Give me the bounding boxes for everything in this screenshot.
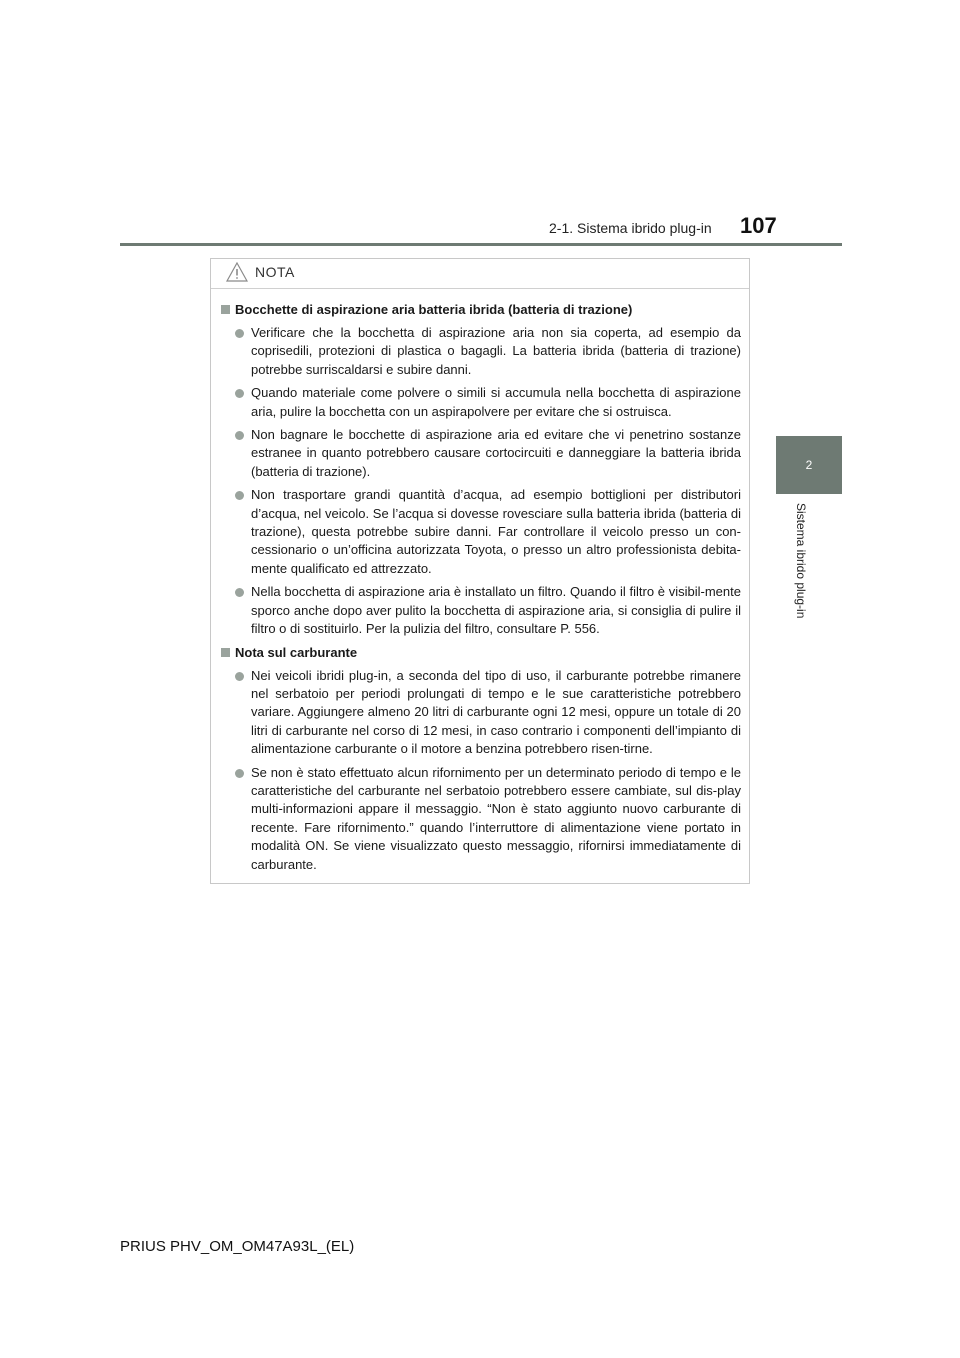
list-item: [219, 764, 741, 874]
document-code: PRIUS PHV_OM_OM47A93L_(EL): [120, 1238, 355, 1255]
list-item-text: Se non è stato effettuato alcun rifornimento per un determinato periodo di tempo e le caratteristiche del carburante nel serbatoio potrebbero essere cambiate, sul dis-play multi-informazioni appare il messaggio. “Non è stato aggiunto nuovo carburante di recente. Fare rifornimento.” quando l’interruttore di alimentazione viene portato in modalità ON. Se viene visualizzato questo messaggio, rifornirsi immediatamente di carburante.: [251, 764, 741, 872]
caution-note-box: [210, 258, 750, 884]
square-bullet-icon: [221, 648, 230, 657]
section-heading: [219, 644, 741, 661]
list-item-text: Nei veicoli ibridi plug-in, a seconda del tipo di uso, il carburante potrebbe rimanere nel serbatoio per periodi prolungati di tempo e le sue caratteristiche potrebbero variare. Aggiungere almeno 20 litri di carburante ogni 12 mesi, oppure un totale di 20 litri di carburante nel corso di 12 mesi, in caso contrario i componenti dell’impianto di alimentazione carburante o il motore a benzina potrebbero risen-tirne.: [251, 667, 741, 757]
list-item: [219, 667, 741, 759]
section-heading-text: Bocchette di aspirazione aria batteria ibrida (batteria di trazione): [235, 302, 633, 317]
note-header: [211, 259, 749, 289]
list-item: [219, 384, 741, 421]
round-bullet-icon: [235, 431, 244, 440]
square-bullet-icon: [221, 305, 230, 314]
round-bullet-icon: [235, 491, 244, 500]
list-item-text: Quando materiale come polvere o simili si accumula nella bocchetta di aspirazione aria, pulire la bocchetta con un aspirapolvere per evitare che si ostruisca.: [251, 385, 741, 419]
section-heading: [219, 301, 741, 318]
warning-triangle-icon: [226, 262, 248, 282]
header-divider: [120, 243, 842, 246]
section-title: 2-1. Sistema ibrido plug-in: [549, 220, 712, 236]
round-bullet-icon: [235, 672, 244, 681]
list-item-text: Nella bocchetta di aspirazione aria è installato un filtro. Quando il filtro è visibil-mente sporco anche dopo aver pulito la bocchetta di aspirazione aria, si consiglia di pulire il filtro o di sostituirlo. Per la pulizia del filtro, consultare P. 556.: [251, 584, 741, 637]
chapter-tab: 2: [776, 436, 842, 494]
chapter-tab-label: Sistema ibrido plug-in: [794, 503, 808, 619]
round-bullet-icon: [235, 588, 244, 597]
list-item: [219, 426, 741, 481]
note-body: [211, 289, 749, 874]
section-heading-text: Nota sul carburante: [235, 644, 358, 660]
list-item: [219, 486, 741, 578]
list-item-text: Verificare che la bocchetta di aspirazione aria non sia coperta, ad esempio da coprisedili, protezioni di plastica o bagagli. La batteria ibrida (batteria di trazione) potrebbe surriscaldarsi e subire danni.: [251, 325, 741, 377]
note-title: NOTA: [255, 264, 295, 280]
round-bullet-icon: [235, 769, 244, 778]
list-item: [219, 583, 741, 638]
list-item-text: Non trasportare grandi quantità d’acqua, ad esempio bottiglioni per distributori d’acqua, nel veicolo. Se l’acqua si dovesse rovesciare sulla batteria ibrida (batteria di trazione), questa potrebbe subire danni. Far controllare il veicolo presso un con-cessionario o un’officina autorizzata Toyota, o presso un altro professionista debita-mente qualificato ed attrezzato.: [251, 487, 741, 576]
round-bullet-icon: [235, 329, 244, 338]
list-item: [219, 324, 741, 379]
round-bullet-icon: [235, 389, 244, 398]
list-item-text: Non bagnare le bocchette di aspirazione aria ed evitare che vi penetrino sostanze estranee in quanto potrebbero causare cortocircuiti e danneggiare la batteria ibrida (batteria di trazione).: [251, 427, 741, 479]
page-number: 107: [740, 213, 777, 238]
